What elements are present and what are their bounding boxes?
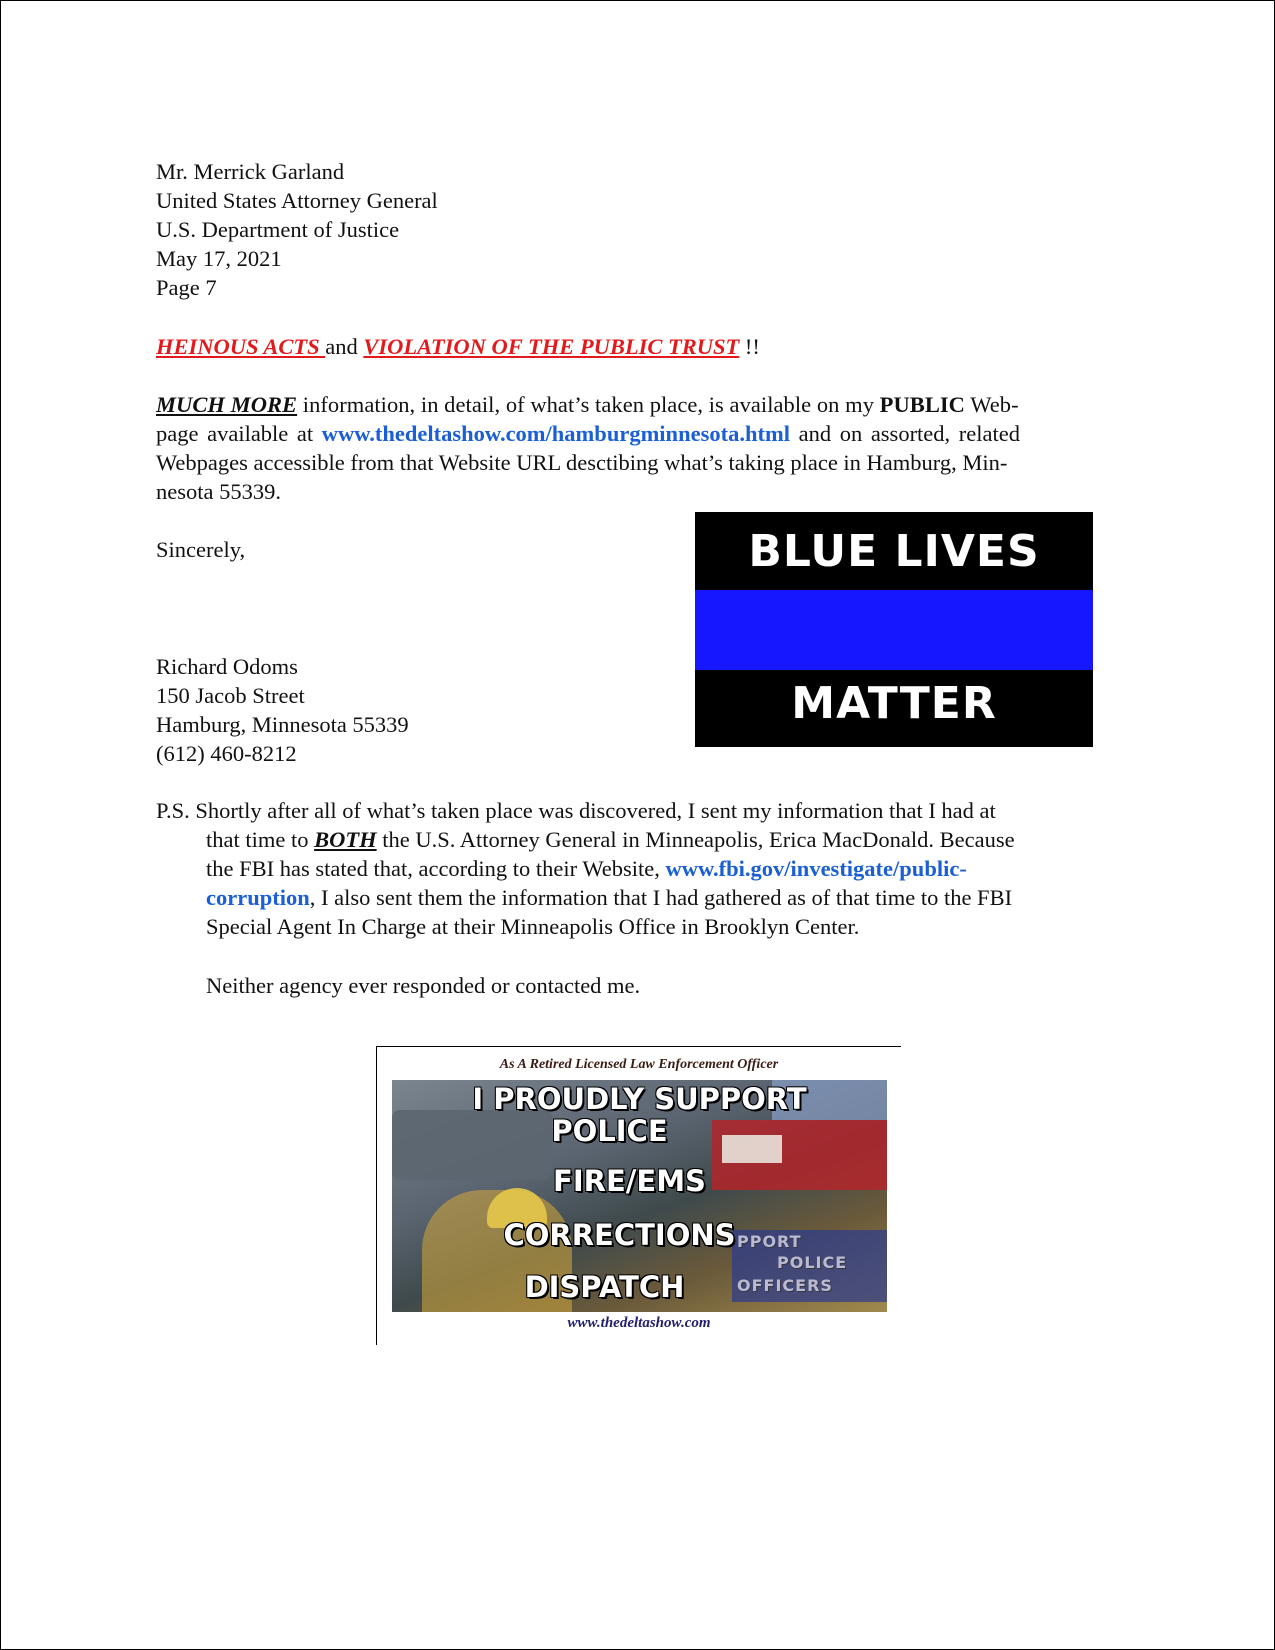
headline-connector: and <box>325 334 364 359</box>
page-number: Page 7 <box>156 275 217 300</box>
closing-salutation: Sincerely, <box>156 537 246 562</box>
much-more-emphasis: MUCH MORE <box>156 392 298 417</box>
paragraph-text: Web- <box>964 392 1019 417</box>
ps-text: the U.S. Attorney General in Minneapolis, Erica MacDonald. Because <box>376 827 1015 852</box>
banner-caption: As A Retired Licensed Law Enforcement Officer <box>499 1057 779 1072</box>
banner-line-dispatch: DISPATCH <box>524 1270 685 1304</box>
sender-phone: (612) 460-8212 <box>156 741 297 766</box>
letter-date: May 17, 2021 <box>156 246 282 271</box>
paragraph-text: page available at <box>156 421 322 446</box>
public-emphasis: PUBLIC <box>879 392 965 417</box>
headline <box>156 332 760 361</box>
recipient-block <box>156 157 438 302</box>
paragraph-text: information, in detail, of what’s taken place, is available on my <box>297 392 880 417</box>
signature-block <box>156 652 409 768</box>
banner-url[interactable]: www.thedeltashow.com <box>567 1315 711 1331</box>
banner-line-support: I PROUDLY SUPPORT <box>472 1082 807 1116</box>
sender-city: Hamburg, Minnesota 55339 <box>156 712 409 737</box>
banner-image <box>392 1080 887 1312</box>
ps-line: Special Agent In Charge at their Minneapolis Office in Brooklyn Center. <box>206 914 860 939</box>
sender-street: 150 Jacob Street <box>156 683 305 708</box>
flag-bottom-text: MATTER <box>791 678 997 729</box>
fbi-link-continued[interactable]: corruption <box>206 885 310 910</box>
both-emphasis: BOTH <box>314 827 377 852</box>
ps-line: P.S. Shortly after all of what’s taken place was discovered, I sent my information that I had at <box>156 798 996 823</box>
banner-line-police: POLICE <box>551 1114 668 1148</box>
ps-line <box>156 883 1015 912</box>
ps-text: that time to <box>206 827 315 852</box>
recipient-title: United States Attorney General <box>156 188 438 213</box>
sender-name: Richard Odoms <box>156 654 298 679</box>
recipient-name: Mr. Merrick Garland <box>156 159 345 184</box>
ps-line <box>156 854 1015 883</box>
banner-line-fire-ems: FIRE/EMS <box>553 1164 706 1198</box>
banner-line-corrections: CORRECTIONS <box>503 1218 736 1252</box>
banner-ghost-text: PPORT <box>737 1232 802 1251</box>
banner-ghost-text: POLICE <box>777 1253 848 1272</box>
recipient-department: U.S. Department of Justice <box>156 217 400 242</box>
banner-ghost-text: OFFICERS <box>737 1276 833 1295</box>
paragraph-text: nesota 55339. <box>156 479 281 504</box>
ps-text: the FBI has stated that, according to their Website, <box>206 856 666 881</box>
postscript <box>156 796 1015 941</box>
blue-lives-matter-flag <box>695 512 1093 747</box>
flag-top-text: BLUE LIVES <box>748 526 1040 577</box>
headline-part1: HEINOUS ACTS <box>156 334 326 359</box>
paragraph-text: and on assorted, related <box>789 421 1020 446</box>
deltashow-link[interactable]: www.thedeltashow.com/hamburgminnesota.html <box>321 421 790 446</box>
body-paragraph <box>156 390 1118 506</box>
ps-text: , I also sent them the information that I had gathered as of that time to the FBI <box>309 885 1013 910</box>
headline-part2: VIOLATION OF THE PUBLIC TRUST <box>363 334 740 359</box>
flag-blue-stripe <box>695 590 1093 670</box>
headline-suffix: !! <box>739 334 760 359</box>
paragraph-text: Webpages accessible from that Website URL desctibing what’s taking place in Hamburg, Min- <box>156 450 1008 475</box>
closing-note: Neither agency ever responded or contacted me. <box>206 973 641 998</box>
fbi-link[interactable]: www.fbi.gov/investigate/public- <box>665 856 967 881</box>
ps-line <box>156 825 1015 854</box>
support-banner <box>376 1046 901 1345</box>
